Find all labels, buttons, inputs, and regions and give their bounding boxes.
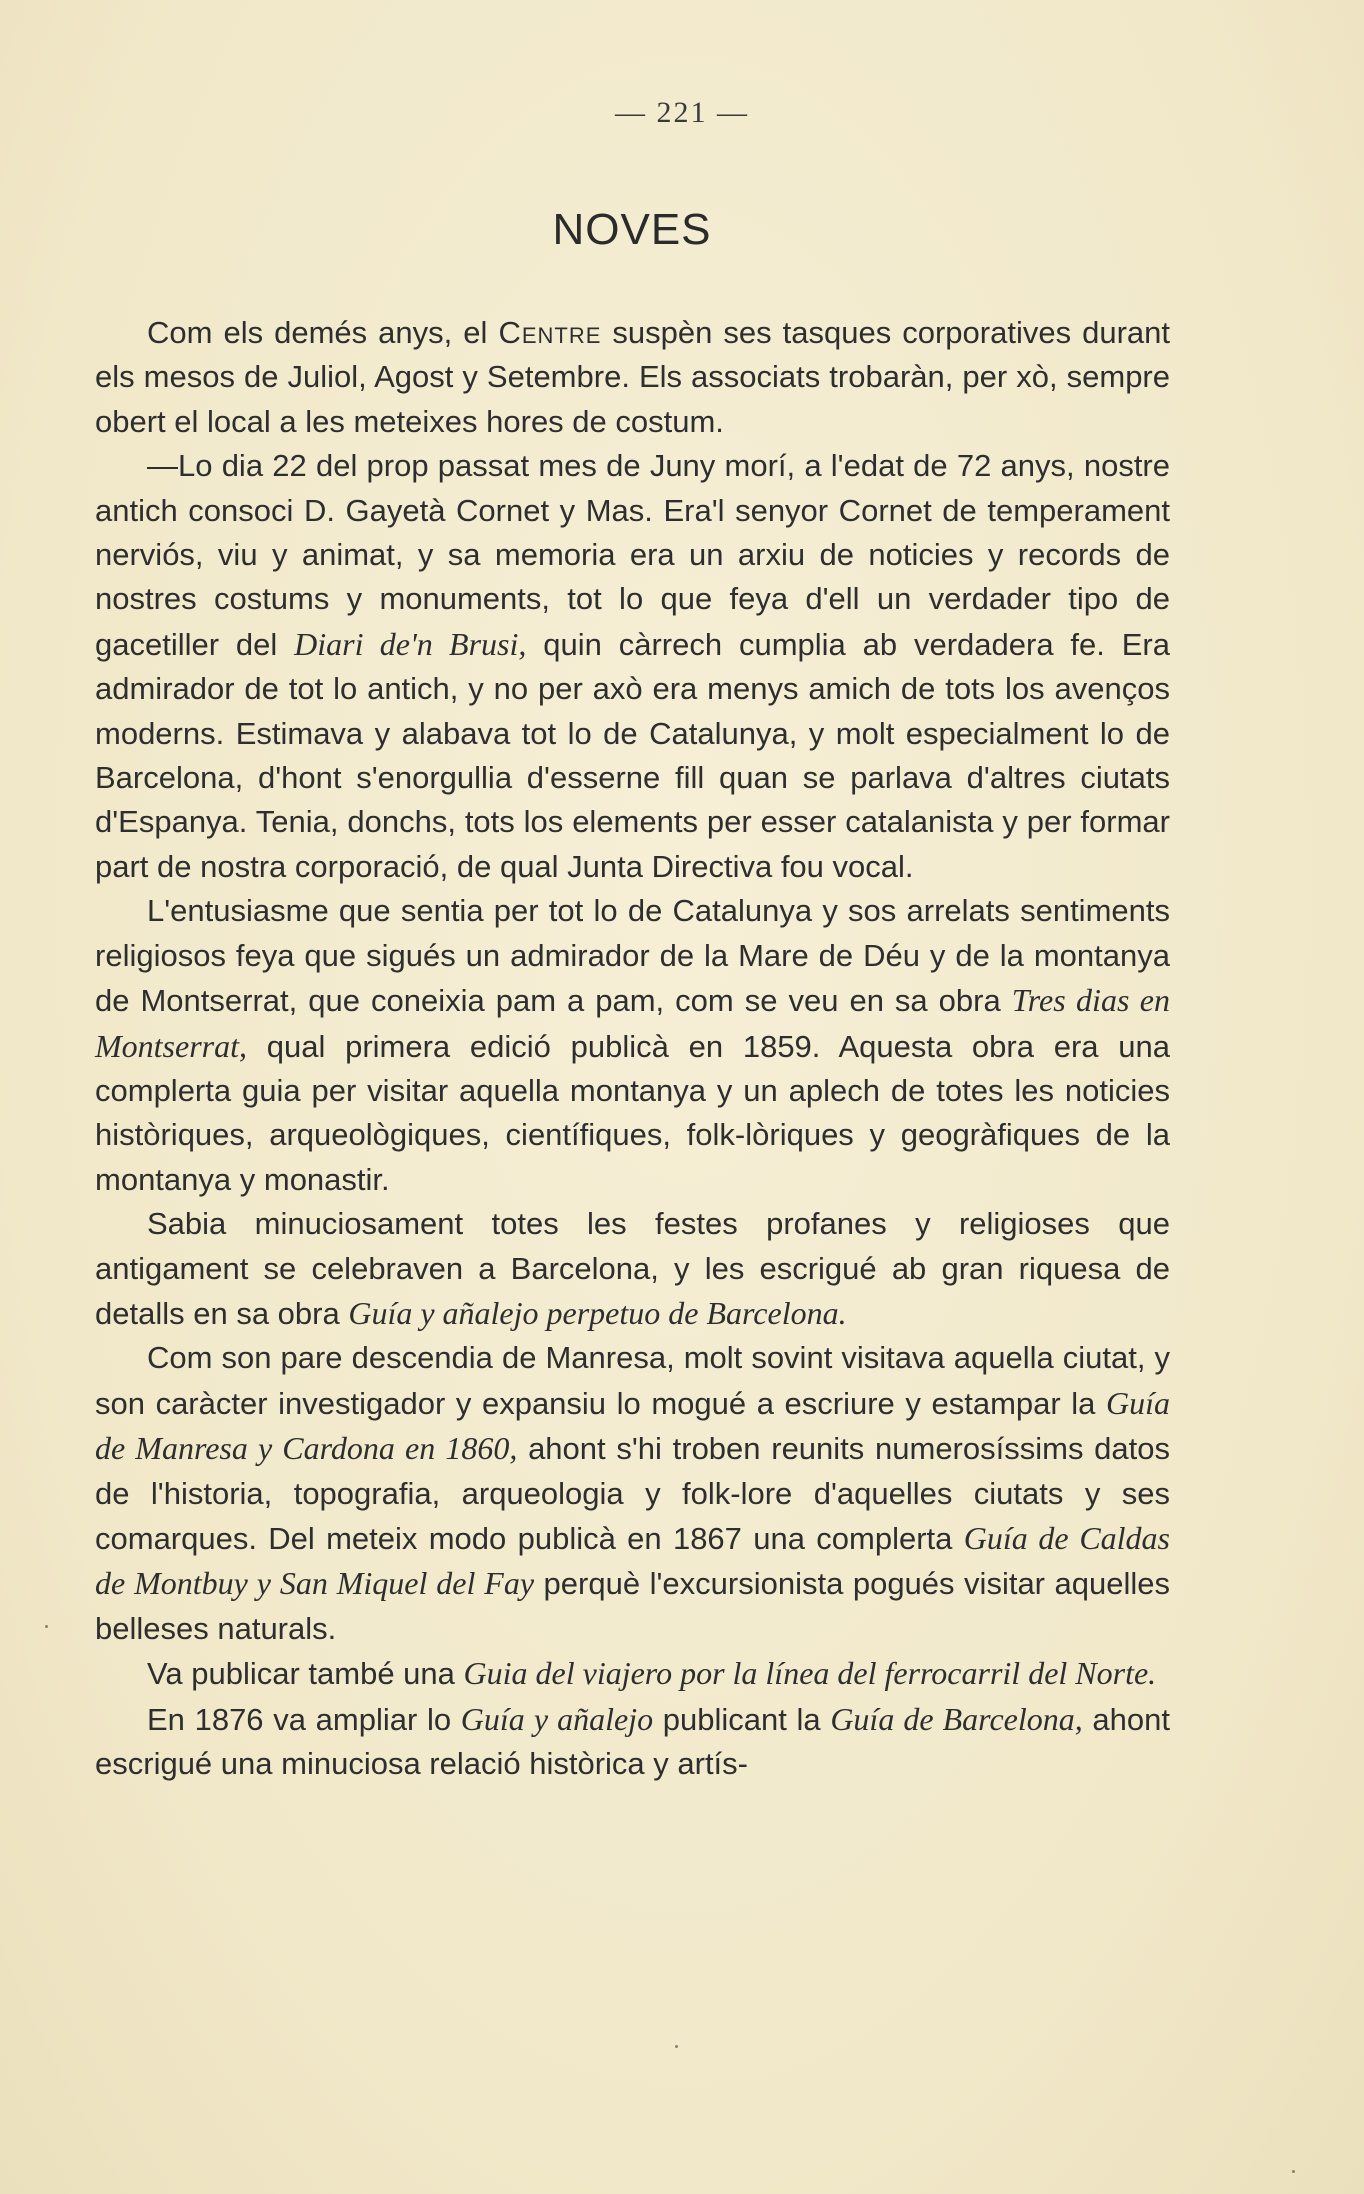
p1-text-a: Com els demés anys, el bbox=[147, 315, 499, 350]
p7-italic-2: Guía de Barcelona, bbox=[830, 1700, 1083, 1737]
paragraph-5 bbox=[95, 1336, 1170, 1651]
p4-italic-1: Guía y añalejo perpetuo de Barcelona. bbox=[348, 1294, 847, 1331]
paragraph-7 bbox=[95, 1697, 1170, 1787]
p2-text-b: quin càrrech cumplia ab verdadera fe. Era admirador de tot lo antich, y no per axò era menys amich de tots los avenços moderns. Estimava y alabava tot lo de Catalunya, y molt especialment lo de Barcelona, d'hont s'enorgullia d'esserne fill quan se parlava d'altres ciutats d'Espanya. Tenia, donchs, tots los elements per esser catalanista y per formar part de nostra corporació, de qual Junta Directiva fou vocal. bbox=[95, 626, 1170, 884]
paragraph-6 bbox=[95, 1651, 1170, 1696]
section-title: NOVES bbox=[552, 205, 712, 254]
paragraph-2 bbox=[95, 444, 1170, 889]
paragraph-4 bbox=[95, 1202, 1170, 1336]
paragraph-1 bbox=[95, 311, 1170, 444]
p2-text-a: —Lo dia 22 del prop passat mes de Juny morí, a l'edat de 72 anys, nostre antich consoci D. Gayetà Cornet y Mas. Era'l senyor Cornet de temperament nerviós, viu y animat, y sa memoria era un arxiu de noticies y records de nostres costums y monuments, tot lo que feya d'ell un verdader tipo de gacetiller del bbox=[95, 448, 1170, 662]
p5-text-c: perquè l'excursionista pogués visitar aquelles belleses naturals. bbox=[95, 1566, 1170, 1646]
p4-text-a: Sabia minuciosament totes les festes profanes y religioses que antigament se celebraven a Barcelona, y les escrigué ab gran riquesa de detalls en sa obra bbox=[95, 1206, 1170, 1331]
p6-text-a: Va publicar també una bbox=[147, 1656, 464, 1692]
p2-italic-1: Diari de'n Brusi, bbox=[294, 625, 527, 662]
p1-small-caps: Centre bbox=[498, 315, 602, 350]
body-text bbox=[95, 311, 1170, 1786]
paper-speck bbox=[675, 2045, 678, 2048]
paper-speck bbox=[1292, 2170, 1295, 2173]
p7-italic-1: Guía y añalejo bbox=[460, 1700, 654, 1737]
p5-text-a: Com son pare descendia de Manresa, molt sovint visitava aquella ciutat, y son caràcter investigador y expansiu lo mogué a escriure y estampar la bbox=[95, 1340, 1170, 1421]
paper-speck bbox=[45, 1625, 48, 1628]
p6-italic-1: Guia del viajero por la línea del ferrocarril del Norte. bbox=[463, 1655, 1157, 1692]
p3-italic-1: Tres dias en Montserrat, bbox=[95, 982, 1170, 1064]
paragraph-3 bbox=[95, 889, 1170, 1202]
p5-text-b: ahont s'hi troben reunits numerosíssims datos de l'historia, topografia, arqueologia y folk-lore d'aquelles ciutats y ses comarques. Del meteix modo publicà en 1867 una complerta bbox=[95, 1431, 1171, 1556]
p7-text-b: publicant la bbox=[653, 1701, 831, 1737]
p1-text-b: suspèn ses tasques corporatives durant els mesos de Juliol, Agost y Setembre. Els associats trobaràn, per xò, sempre obert el local a les meteixes hores de costum. bbox=[95, 315, 1170, 439]
page-number: — 221 — bbox=[615, 96, 749, 129]
p7-text-c: ahont escrigué una minuciosa relació històrica y artís- bbox=[95, 1701, 1170, 1781]
p5-italic-1: Guía de Manresa y Cardona en 1860, bbox=[95, 1384, 1170, 1467]
p7-text-a: En 1876 va ampliar lo bbox=[147, 1701, 461, 1737]
p3-text-b: qual primera edició publicà en 1859. Aquesta obra era una complerta guia per visitar aquella montanya y un aplech de totes les noticies històriques, arqueològiques, científiques, folk-lòriques y geogràfiques de la montanya y monastir. bbox=[95, 1028, 1170, 1197]
p5-italic-2: Guía de Caldas de Montbuy y San Miquel del Fay bbox=[95, 1519, 1171, 1602]
p3-text-a: L'entusiasme que sentia per tot lo de Catalunya y sos arrelats sentiments religiosos feya que sigués un admirador de la Mare de Déu y de la montanya de Montserrat, que coneixia pam a pam, com se veu en sa obra bbox=[95, 893, 1170, 1019]
